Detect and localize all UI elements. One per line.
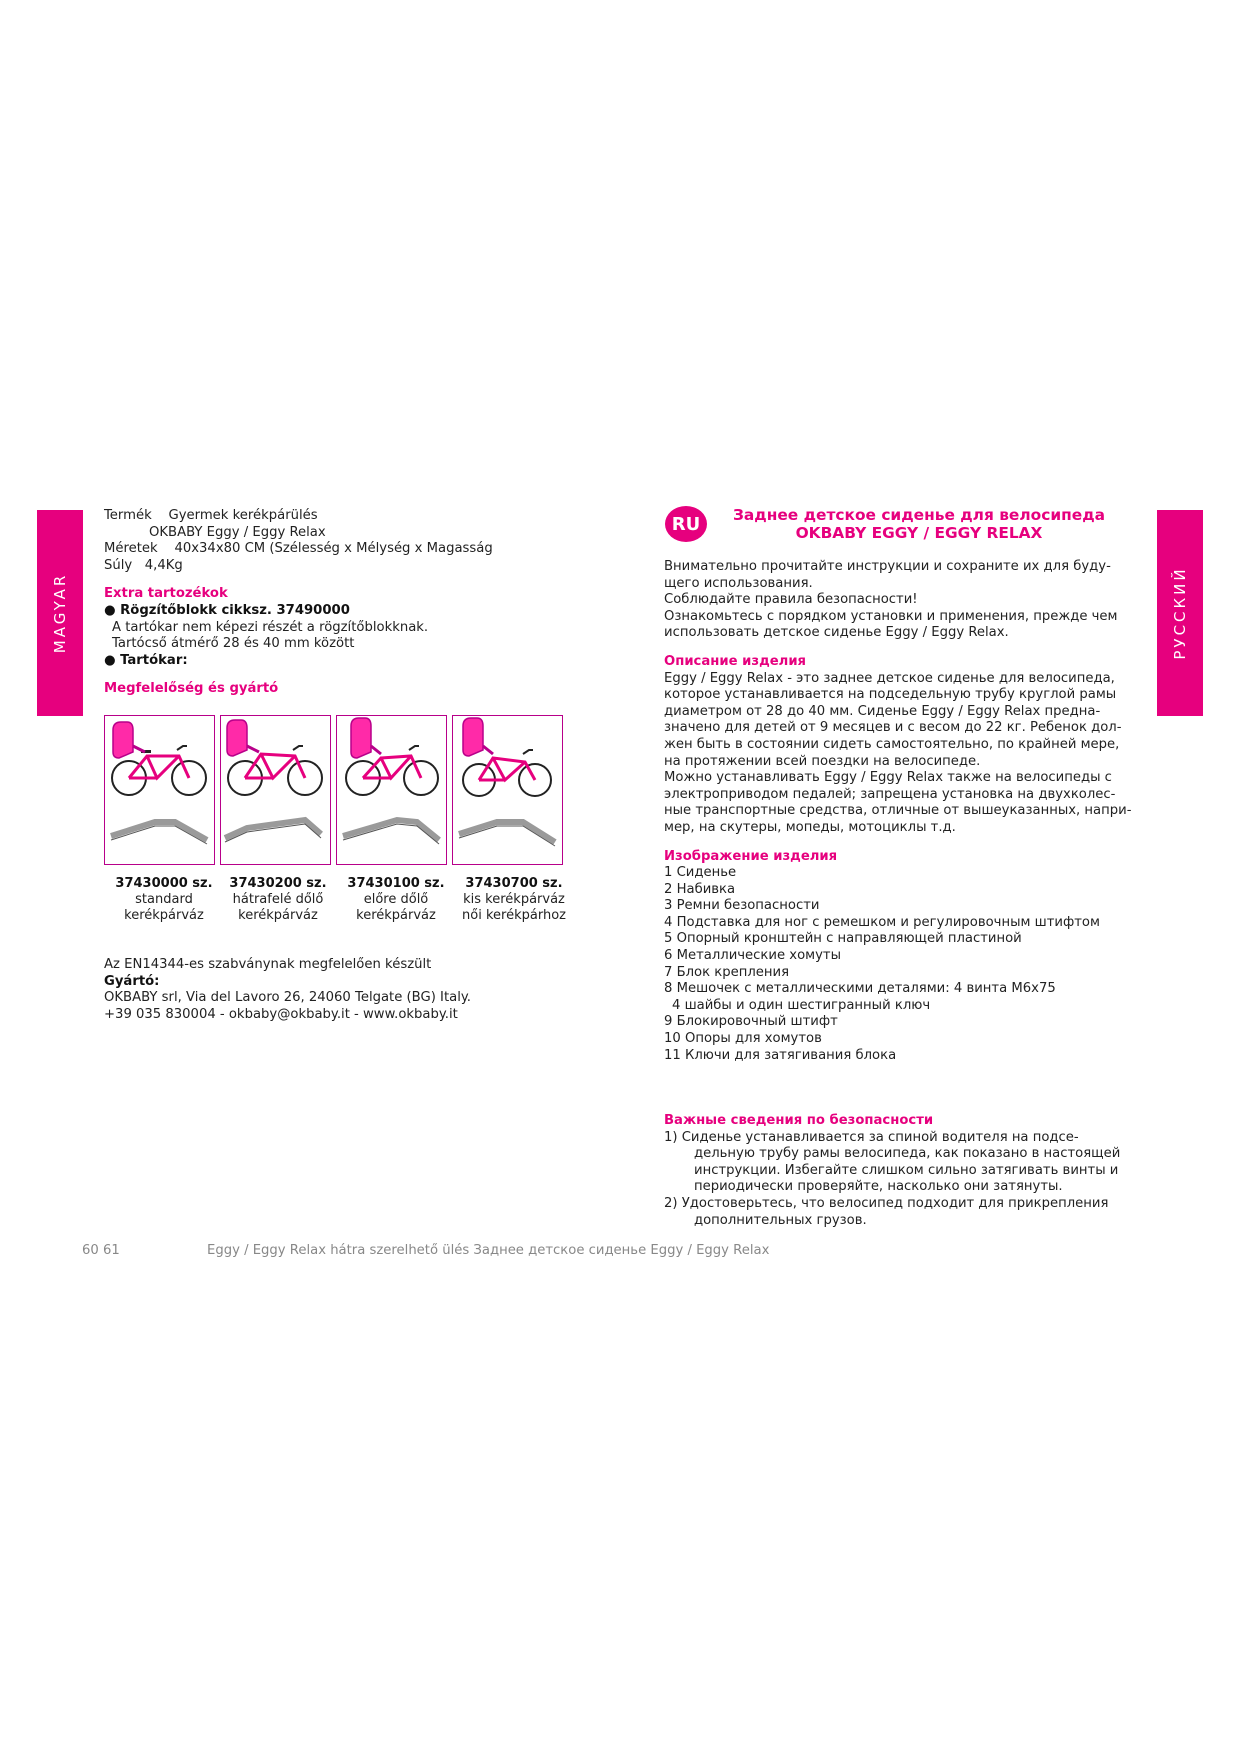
description-heading: Описание изделия bbox=[664, 653, 807, 669]
suly-label: Súly bbox=[104, 557, 133, 573]
extra-item-1-line3: Tartócső átmérő 28 és 40 mm között bbox=[112, 636, 355, 652]
magyar-tab-label: MAGYAR bbox=[51, 572, 69, 654]
product-code: 37430200 sz. bbox=[229, 876, 327, 891]
right-column bbox=[664, 559, 1144, 1064]
description-line: жен быть в состоянии сидеть самостоятельно, по крайней мере, bbox=[664, 736, 1120, 752]
description-line: электроприводом педалей; запрещена установка на двухколес- bbox=[664, 786, 1116, 802]
russian-tab-label: РУССКИЙ bbox=[1171, 566, 1189, 660]
support-bar-icon bbox=[111, 822, 207, 840]
footer-text: Eggy / Eggy Relax hátra szerelhető ülés Заднее детское сиденье Eggy / Eggy Relax bbox=[207, 1243, 770, 1258]
weight-row bbox=[104, 558, 574, 575]
product-image-37430100 bbox=[336, 715, 447, 865]
compliance-heading: Megfelelőség és gyártó bbox=[104, 681, 279, 697]
intro-line: использовать детское сиденье Eggy / Eggy Relax. bbox=[664, 625, 1009, 641]
intro-line: Соблюдайте правила безопасности! bbox=[664, 592, 918, 608]
description-line: которое устанавливается на подседельную трубу круглой рамы bbox=[664, 687, 1117, 703]
termek-label: Termék bbox=[104, 508, 152, 523]
product-desc-1: kis kerékpárváz bbox=[463, 892, 565, 907]
intro-line: Ознакомьтесь с порядком установки и применения, прежде чем bbox=[664, 608, 1118, 624]
parts-item: 1 Сиденье bbox=[664, 865, 737, 881]
standard-text: Az EN14344-es szabványnak megfelelően készült bbox=[104, 957, 432, 972]
parts-item: 2 Набивка bbox=[664, 881, 736, 897]
product-code: 37430100 sz. bbox=[347, 876, 445, 891]
product-desc-2: kerékpárváz bbox=[238, 908, 318, 923]
page-title bbox=[724, 506, 1114, 542]
product-image-37430200 bbox=[220, 715, 331, 865]
manufacturer-contact: +39 035 830004 - okbaby@okbaby.it - www.okbaby.it bbox=[104, 1006, 458, 1022]
size-row bbox=[104, 541, 574, 558]
safety-line: инструкции. Избегайте слишком сильно затягивать винты и bbox=[694, 1162, 1119, 1178]
parts-item: 7 Блок крепления bbox=[664, 964, 790, 980]
parts-item: 8 Мешочек с металлическими деталями: 4 винта M6x75 bbox=[664, 981, 1056, 997]
product-image-37430000 bbox=[104, 715, 215, 865]
product-desc-1: hátrafelé dőlő bbox=[232, 892, 324, 907]
intro-line: Внимательно прочитайте инструкции и сохраните их для буду- bbox=[664, 559, 1111, 574]
product-desc-1: standard bbox=[135, 892, 193, 907]
product-image-37430700 bbox=[452, 715, 563, 865]
product-desc-1: előre dőlő bbox=[363, 892, 429, 907]
parts-item: 4 шайбы и один шестигранный ключ bbox=[672, 997, 931, 1013]
extra-item-1-line2: A tartókar nem képezi részét a rögzítőblokknak. bbox=[112, 619, 429, 635]
parts-item: 11 Ключи для затягивания блока bbox=[664, 1047, 897, 1063]
meretek-value: 40x34x80 CM (Szélesség x Mélység x Magasság bbox=[174, 541, 493, 557]
caption-37430000 bbox=[104, 876, 224, 924]
russian-side-tab bbox=[1157, 510, 1203, 716]
product-code: 37430700 sz. bbox=[465, 876, 563, 891]
safety-line: дельную трубу рамы велосипеда, как показано в настоящей bbox=[694, 1146, 1121, 1162]
child-seat-icon bbox=[351, 718, 381, 758]
description-line: на протяжении всей поездки на велосипеде. bbox=[664, 753, 981, 769]
termek-value-2: OKBABY Eggy / Eggy Relax bbox=[149, 524, 326, 540]
caption-37430100 bbox=[336, 876, 456, 924]
product-desc-2: kerékpárváz bbox=[124, 908, 204, 923]
page-numbers: 60 61 bbox=[82, 1243, 120, 1258]
manufacturer-address: OKBABY srl, Via del Lavoro 26, 24060 Telgate (BG) Italy. bbox=[104, 990, 471, 1006]
ru-language-badge: RU bbox=[665, 506, 707, 542]
suly-value: 4,4Kg bbox=[144, 557, 183, 573]
magyar-side-tab bbox=[37, 510, 83, 716]
parts-item: 10 Опоры для хомутов bbox=[664, 1031, 822, 1047]
product-row bbox=[104, 508, 574, 525]
safety-line: периодически проверяйте, насколько они затянуты. bbox=[694, 1179, 1063, 1195]
parts-item: 4 Подставка для ног с ремешком и регулировочным штифтом bbox=[664, 914, 1100, 930]
safety-line: 1) Сиденье устанавливается за спиной водителя на подсе- bbox=[664, 1129, 1079, 1145]
product-row-2 bbox=[104, 525, 574, 542]
description-line: Eggy / Eggy Relax - это заднее детское сиденье для велосипеда, bbox=[664, 670, 1115, 686]
safety-heading: Важные сведения по безопасности bbox=[664, 1113, 934, 1128]
child-seat-icon bbox=[463, 718, 493, 756]
product-captions bbox=[104, 876, 584, 936]
parts-item: 3 Ремни безопасности bbox=[664, 898, 820, 914]
intro-line: щего использования. bbox=[664, 575, 813, 591]
support-bar-icon bbox=[459, 822, 555, 842]
parts-item: 6 Металлические хомуты bbox=[664, 948, 841, 964]
bicycle-icon bbox=[228, 746, 322, 795]
title-line-1: Заднее детское сиденье для велосипеда bbox=[732, 506, 1106, 524]
termek-value: Gyermek kerékpárülés bbox=[168, 508, 318, 523]
child-seat-icon bbox=[227, 720, 259, 756]
child-seat-icon bbox=[113, 722, 145, 758]
extra-item-2: ● Tartókar: bbox=[104, 652, 188, 668]
extra-heading: Extra tartozékok bbox=[104, 586, 228, 602]
safety-line: дополнительных грузов. bbox=[694, 1212, 867, 1228]
description-line: ные транспортные средства, отличные от вышеуказанных, напри- bbox=[664, 803, 1132, 819]
bicycle-icon bbox=[463, 750, 551, 796]
description-line: диаметром от 28 до 40 мм. Сиденье Eggy / Eggy Relax предна- bbox=[664, 703, 1101, 719]
manufacturer-block bbox=[104, 957, 584, 1023]
title-line-2: OKBABY EGGY / EGGY RELAX bbox=[795, 524, 1043, 542]
description-line: значено для детей от 9 месяцев и с весом до 22 кг. Ребенок дол- bbox=[664, 720, 1122, 736]
product-desc-2: kerékpárváz bbox=[356, 908, 436, 923]
parts-heading: Изображение изделия bbox=[664, 848, 838, 864]
caption-37430200 bbox=[218, 876, 338, 924]
safety-line: 2) Удостоверьтесь, что велосипед подходит для прикрепления bbox=[664, 1195, 1109, 1211]
parts-item: 9 Блокировочный штифт bbox=[664, 1014, 838, 1030]
parts-item: 5 Опорный кронштейн с направляющей пластиной bbox=[664, 931, 1022, 947]
meretek-label: Méretek bbox=[104, 541, 158, 557]
extra-item-1: ● Rögzítőblokk cikksz. 37490000 bbox=[104, 602, 350, 618]
product-code: 37430000 sz. bbox=[115, 876, 213, 891]
safety-block bbox=[664, 1113, 1144, 1229]
caption-37430700 bbox=[454, 876, 574, 924]
left-column bbox=[104, 508, 574, 698]
description-line: Можно устанавливать Eggy / Eggy Relax также на велосипеды с bbox=[664, 770, 1112, 786]
manufacturer-label: Gyártó: bbox=[104, 973, 160, 989]
description-line: мер, на скутеры, мопеды, мотоциклы т.д. bbox=[664, 819, 956, 835]
support-bar-icon bbox=[343, 820, 439, 840]
product-desc-2: női kerékpárhoz bbox=[462, 908, 566, 923]
product-image-row bbox=[104, 715, 578, 867]
